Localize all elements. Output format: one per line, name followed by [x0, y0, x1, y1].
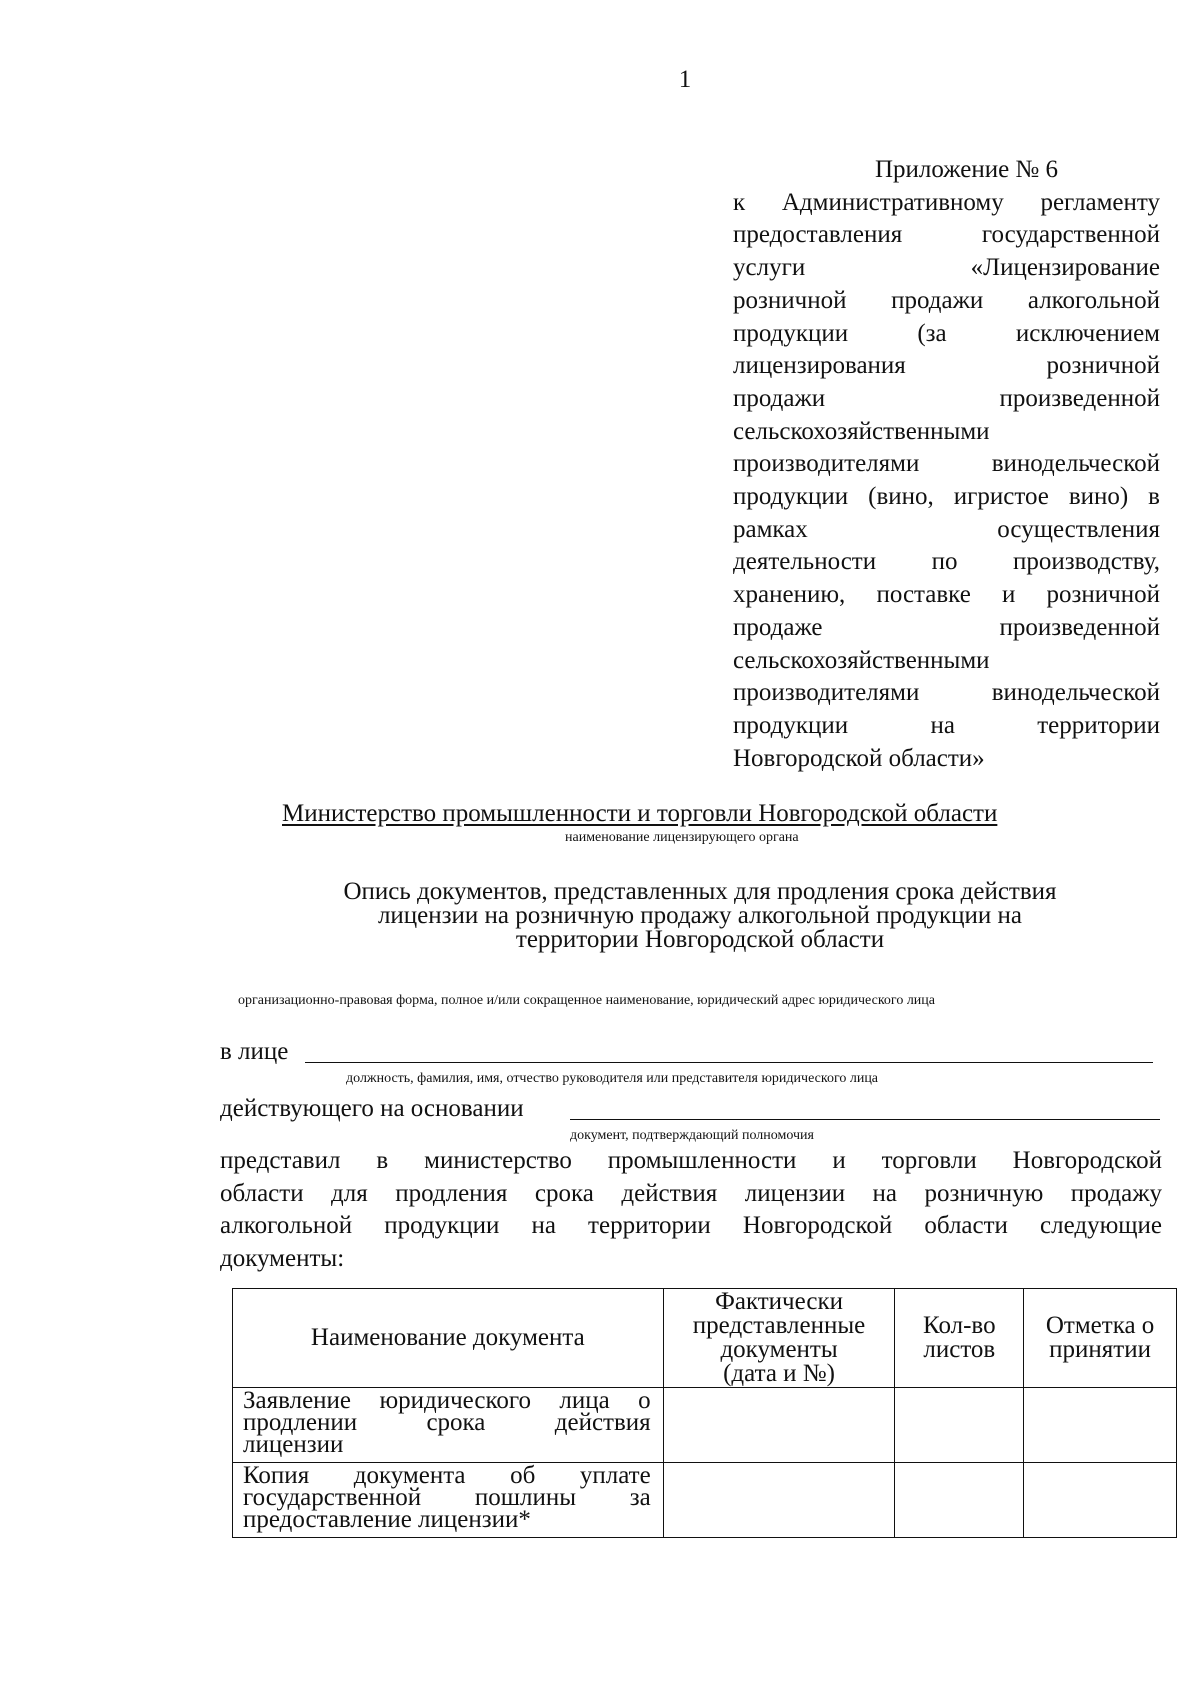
basis-field[interactable]: [570, 1119, 1160, 1120]
appendix-line: сельскохозяйственными: [733, 417, 990, 445]
title-line: лицензии на розничную продажу алкогольной продукции на: [377, 902, 1023, 929]
appendix-line: продажи произведенной: [733, 384, 1160, 412]
statement-paragraph: [220, 1145, 1162, 1275]
title-line: территории Новгородской области: [515, 926, 885, 953]
sheet-count-cell[interactable]: [895, 1463, 1024, 1538]
appendix-line: услуги «Лицензирование: [733, 254, 1160, 282]
acceptance-mark-cell[interactable]: [1024, 1463, 1177, 1538]
header-actual-documents: Фактически представленные документы (дата и №): [663, 1289, 895, 1388]
appendix-line: продукции (за исключением: [733, 319, 1160, 347]
appendix-line: сельскохозяйственными: [733, 646, 990, 674]
documents-table: [232, 1288, 1177, 1538]
appendix-line: производителями винодельческой: [733, 679, 1160, 707]
title-line: Опись документов, представленных для продления срока действия: [343, 878, 1057, 905]
appendix-line: хранению, поставке и розничной: [733, 581, 1160, 609]
appendix-line: продукции на территории: [733, 711, 1160, 739]
basis-caption: документ, подтверждающий полномочия: [570, 1128, 814, 1143]
table-row: [233, 1463, 1177, 1538]
appendix-line: рамках осуществления: [733, 515, 1160, 543]
basis-label: действующего на основании: [220, 1095, 524, 1122]
appendix-line: к Административному регламенту: [733, 188, 1160, 216]
sheet-count-cell[interactable]: [895, 1388, 1024, 1463]
ministry-name: Министерство промышленности и торговли Новгородской области: [282, 800, 998, 827]
document-title: [280, 880, 1120, 952]
table-header-row: [233, 1289, 1177, 1388]
appendix-line: продукции (вино, игристое вино) в: [733, 483, 1160, 511]
table-row: [233, 1388, 1177, 1463]
appendix-block: [733, 154, 1160, 775]
appendix-line: предоставления государственной: [733, 221, 1160, 249]
representative-label: в лице: [220, 1038, 289, 1065]
actual-documents-cell[interactable]: [663, 1463, 895, 1538]
document-name-cell: Заявление юридического лица о продлении срока действия лицензии: [233, 1388, 664, 1463]
representative-field[interactable]: [305, 1062, 1153, 1063]
statement-line: алкогольной продукции на территории Новгородской области следующие: [220, 1212, 1162, 1239]
statement-line: документы:: [220, 1244, 345, 1272]
statement-line: представил в министерство промышленности и торговли Новгородской: [220, 1147, 1162, 1174]
appendix-line: деятельности по производству,: [733, 548, 1160, 576]
header-sheet-count: Кол-во листов: [895, 1289, 1024, 1388]
ministry-caption: наименование лицензирующего органа: [565, 830, 799, 845]
page-number: 1: [678, 66, 692, 93]
statement-line: области для продления срока действия лицензии на розничную продажу: [220, 1179, 1162, 1207]
appendix-line: лицензирования розничной: [733, 352, 1160, 380]
header-acceptance-mark: Отметка о принятии: [1024, 1289, 1177, 1388]
organization-caption: организационно-правовая форма, полное и/или сокращенное наименование, юридический адрес юридического лица: [238, 993, 936, 1008]
representative-caption: должность, фамилия, имя, отчество руководителя или представителя юридического лица: [346, 1071, 879, 1086]
appendix-heading: Приложение № 6: [875, 156, 1059, 183]
header-document-name: Наименование документа: [233, 1289, 664, 1388]
appendix-line: Новгородской области»: [733, 744, 985, 772]
document-name-cell: Копия документа об уплате государственной пошлины за предоставление лицензии*: [233, 1463, 664, 1538]
appendix-line: розничной продажи алкогольной: [733, 286, 1160, 314]
actual-documents-cell[interactable]: [663, 1388, 895, 1463]
appendix-line: производителями винодельческой: [733, 450, 1160, 478]
appendix-line: продаже произведенной: [733, 613, 1160, 641]
acceptance-mark-cell[interactable]: [1024, 1388, 1177, 1463]
